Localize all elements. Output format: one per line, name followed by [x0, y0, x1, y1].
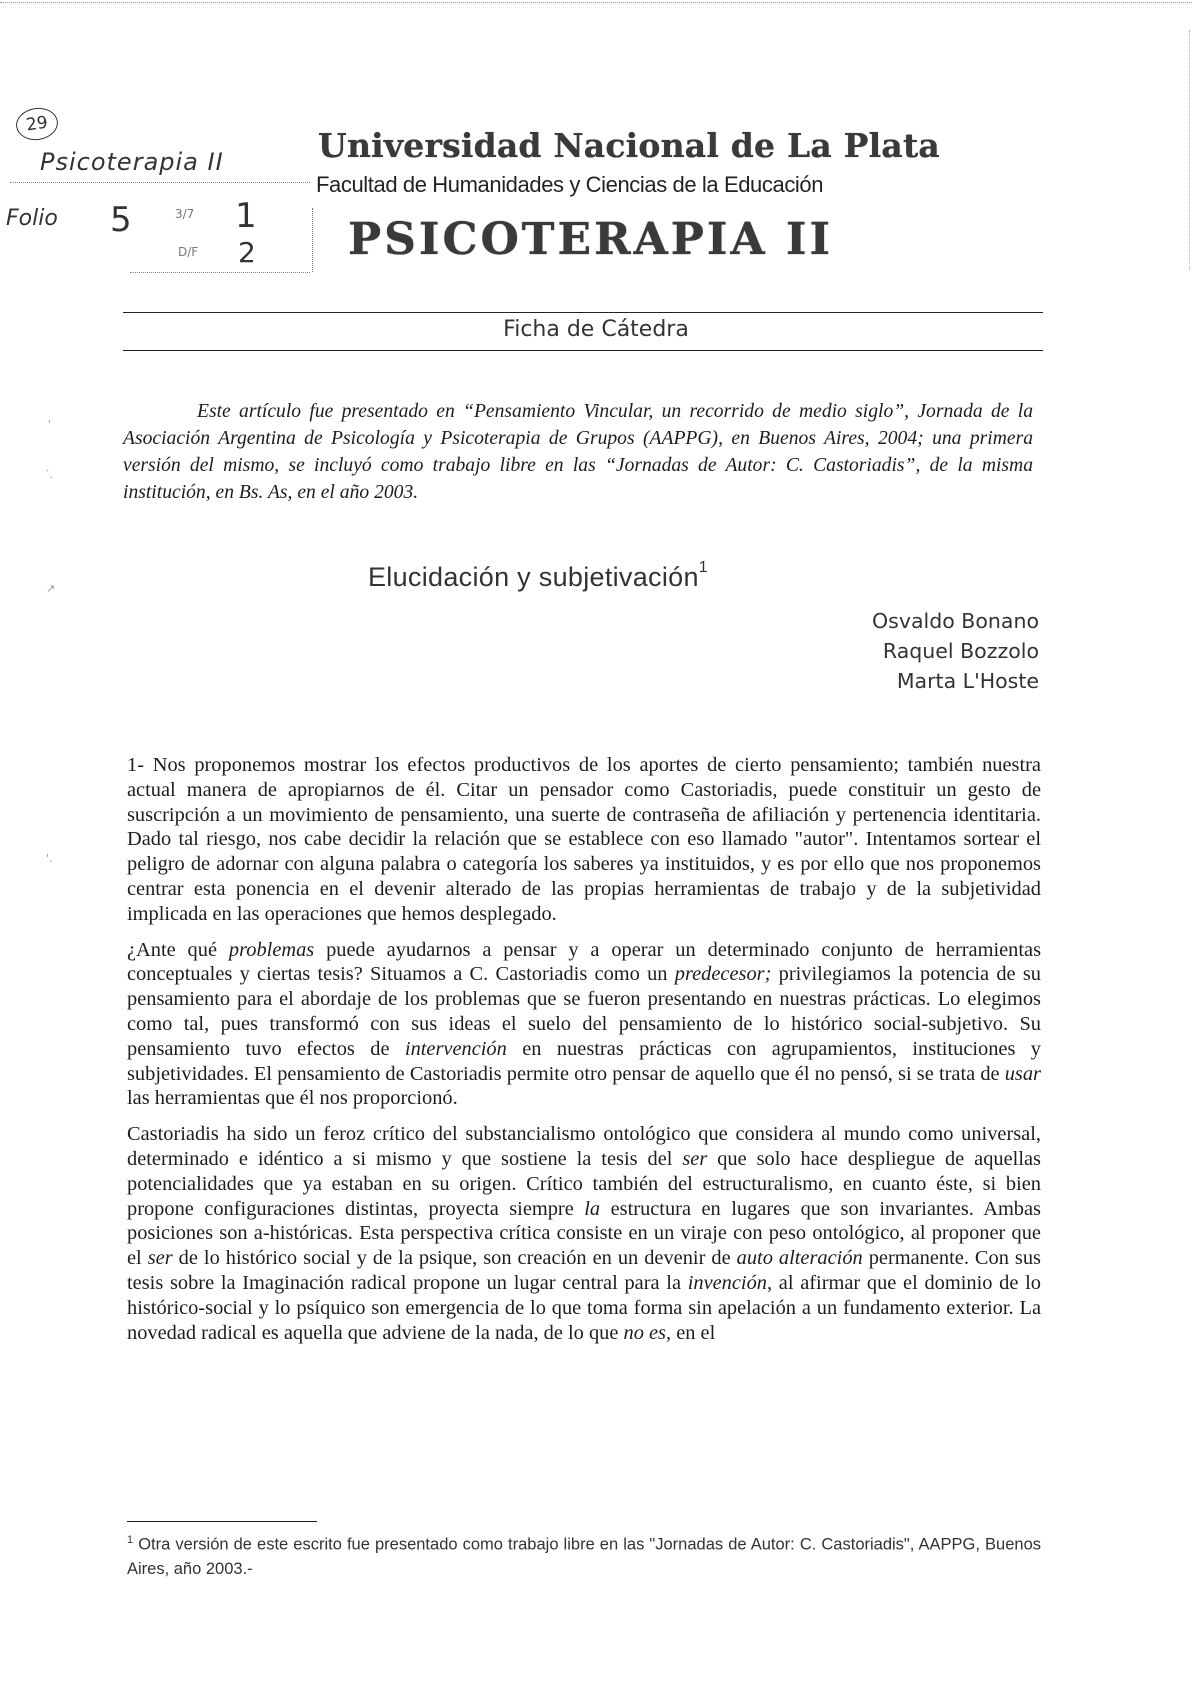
handwritten-underline [10, 182, 310, 183]
author-name: Osvaldo Bonano [872, 609, 1039, 633]
university-name: Universidad Nacional de La Plata [318, 126, 940, 165]
paragraph [127, 1122, 1041, 1345]
emphasized-text: invención [687, 1271, 767, 1294]
footnote [127, 1528, 1041, 1581]
scan-speck: ´. [44, 468, 53, 481]
text-run: 1- Nos proponemos mostrar los efectos productivos de los aportes de cierto pensamiento; también nuestra actual manera de apropiarnos de él. Citar un pensador como Castoriadis, puede constituir un gesto de suscripción a un movimiento de pensamiento, una suerte de contraseña de afiliación y pertenencia identitaria. Dado tal riesgo, nos cabe decidir la relación que se establece con eso llamado "autor". Intentamos sortear el peligro de adornar con alguna palabra o categoría los saberes ya instituidos, y es por ello que nos proponemos centrar esta ponencia en el devenir alterado de las propias herramientas de trabajo y de la subjetividad implicada en las operaciones que hemos desplegado. [127, 754, 1041, 925]
text-run: puede ayudarnos a pensar y a operar un determinado conjunto de herramientas conceptuales y ciertas tesis? Situamos a C. Castoriadis como un [127, 938, 1042, 986]
author-name: Raquel Bozzolo [882, 639, 1039, 663]
intro-note: Este artículo fue presentado en “Pensamiento Vincular, un recorrido de medio siglo”, Jornada de la Asociación Argentina de Psicología y Psicoterapia de Grupos (AAPPG), en Buenos Aires, 2004; una primera versión del mismo, se incluyó como trabajo libre en las “Jornadas de Autor: C. Castoriadis”, de la misma institución, en Bs. As, en el año 2003. [123, 401, 1033, 503]
handwritten-folio-number: 5 [110, 200, 132, 240]
article-title-text: Elucidación y subjetivación [368, 562, 699, 592]
footnote-text: Otra versión de este escrito fue presentado como trabajo libre en las "Jornadas de Autor: C. Castoriadis", AAPPG, Buenos Aires, año 2003.- [127, 1535, 1041, 1578]
emphasized-text: ser [682, 1147, 708, 1170]
handwritten-number-top: 1 [235, 196, 257, 236]
emphasized-text: ser [147, 1247, 173, 1270]
article-body [127, 753, 1041, 1356]
text-run: en el [671, 1321, 716, 1344]
text-run: las herramientas que él nos proporcionó. [127, 1087, 458, 1110]
scan-speck: ↗ [46, 582, 56, 595]
scan-speck: '. [46, 852, 53, 865]
text-run: de lo histórico social y de la psique, son creación en un devenir de [172, 1247, 737, 1270]
emphasized-text: no es, [623, 1321, 672, 1344]
footnote-mark: 1 [127, 1534, 134, 1546]
text-run: permanente. Con sus tesis sobre la Imaginación radical propone un lugar central para la [127, 1247, 1041, 1294]
paragraph [127, 938, 1041, 1112]
author-name: Marta L'Hoste [896, 669, 1039, 693]
handwritten-number-bottom: 2 [238, 236, 256, 269]
text-run: estructura en lugares que son invariantes. Ambas posiciones son a-históricas. Esta perspectiva crítica consiste en un viraje con peso ontológico, al proponer que el [127, 1197, 1041, 1270]
header-rule-bottom [123, 350, 1043, 351]
handwritten-box-side [312, 208, 313, 272]
course-title: PSICOTERAPIA II [348, 214, 834, 265]
author-list [872, 606, 1039, 696]
emphasized-text: la [584, 1197, 601, 1220]
handwritten-folio-label: Folio [6, 206, 58, 231]
scan-speck: ' [48, 418, 52, 431]
handwritten-course-name: Psicoterapia II [40, 148, 224, 176]
handwritten-box-bottom [130, 272, 310, 273]
document-type: Ficha de Cátedra [503, 317, 689, 342]
text-run: Castoriadis ha sido un feroz crítico del substancialismo ontológico que considera al mundo como universal, determinado e idéntico a si mismo y que sostiene la tesis del [127, 1123, 1041, 1170]
text-run: en nuestras prácticas con agrupamientos, instituciones y subjetividades. El pensamiento de Castoriadis permite otro pensar de aquello que él no pensó, si se trata de [127, 1037, 1042, 1085]
header-rule-top [123, 312, 1043, 313]
faculty-name: Facultad de Humanidades y Ciencias de la Educación [316, 172, 824, 197]
emphasized-text: problemas [228, 938, 315, 961]
emphasized-text: auto alteración [736, 1247, 863, 1270]
text-run: que solo hace despliegue de aquellas potencialidades que ya estaban en su origen. Crítico también del estructuralismo, en cuanto éste, si bien propone configuraciones distintas, proyecta siempre [127, 1147, 1041, 1220]
article-title [368, 559, 708, 593]
emphasized-text: usar [1004, 1062, 1041, 1085]
paragraph [127, 753, 1041, 927]
text-run: , al afirmar que el dominio de lo histórico-social y lo psíquico son emergencia de lo que toma forma sin apelación a un fundamento exterior. La novedad radical es aquella que adviene de la nada, de lo que [127, 1271, 1041, 1344]
handwritten-circled-number: 29 [14, 105, 60, 143]
emphasized-text: predecesor; [674, 963, 772, 986]
faint-mark-top: 3/7 [175, 207, 195, 221]
text-run: privilegiamos la potencia de su pensamiento para el abordaje de los problemas que se fueron presentando en nuestras prácticas. Lo elegimos como tal, pues transformó con sus ideas el suelo del pensamiento de lo histórico social-subjetivo. Su pensamiento tuvo efectos de [127, 963, 1041, 1060]
footnote-separator [127, 1521, 317, 1522]
scan-top-border [0, 2, 1192, 3]
faint-mark-bottom: D/F [178, 245, 199, 259]
emphasized-text: intervención [404, 1037, 507, 1060]
footnote-reference[interactable]: 1 [698, 559, 708, 576]
scan-edge-marks [1189, 30, 1190, 270]
text-run: ¿Ante qué [127, 938, 229, 961]
